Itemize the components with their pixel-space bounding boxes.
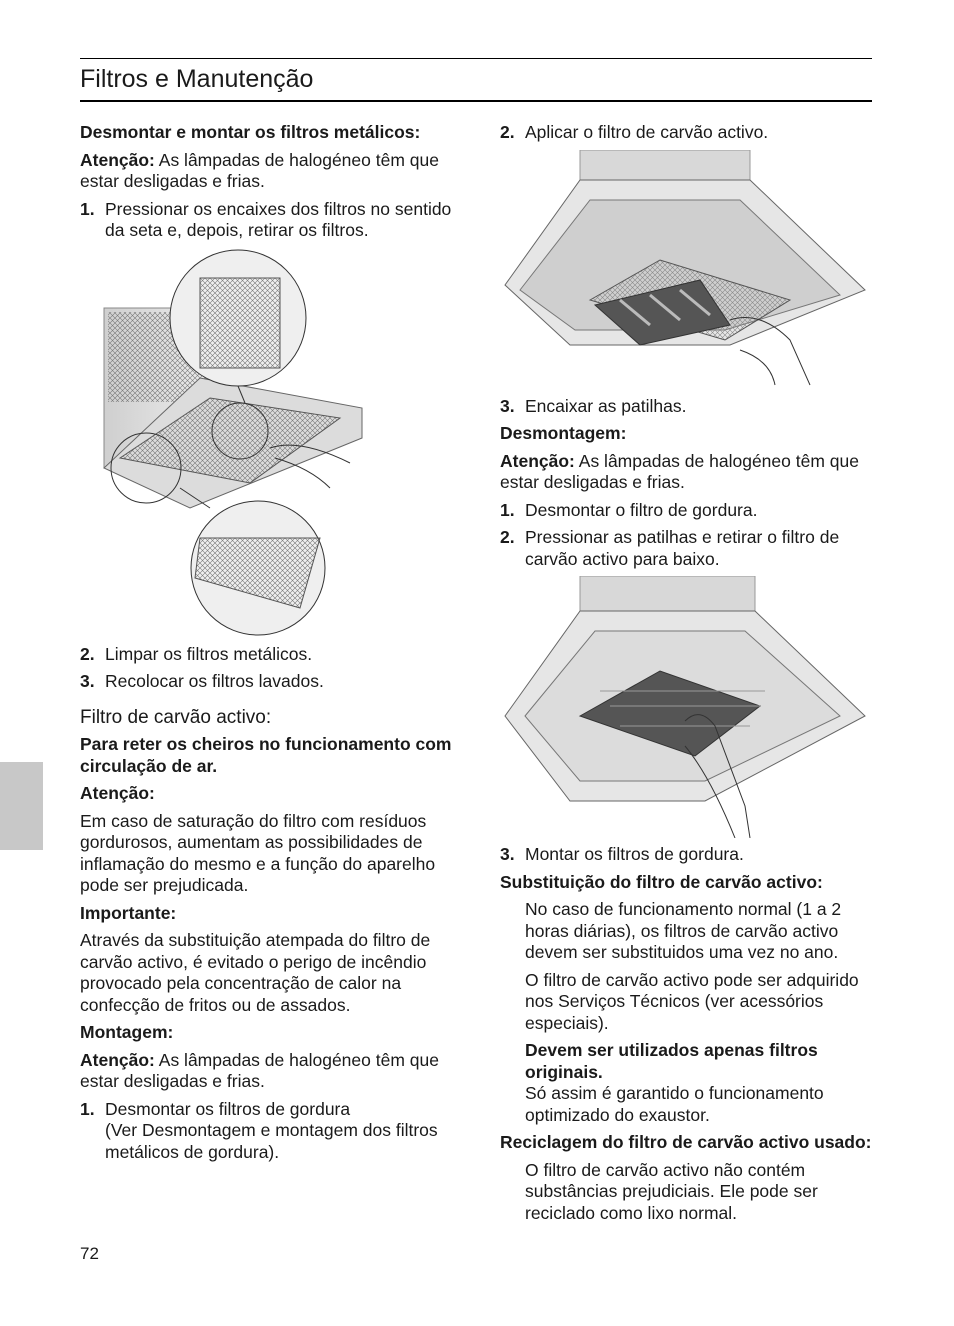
attention-1: Atenção: As lâmpadas de halogéneo têm que estar desligadas e frias. (80, 149, 439, 191)
replacement-text-2: O filtro de carvão activo pode ser adquirido nos Serviços Técnicos (ver acessórios especiais). (525, 969, 859, 1033)
figure-apply-carbon-filter (500, 150, 870, 390)
attention-4: Atenção: As lâmpadas de halogéneo têm que estar desligadas e frias. (500, 450, 859, 492)
apply-step-2: 2. Aplicar o filtro de carvão activo. (500, 122, 769, 142)
recycling-text: O filtro de carvão activo não contém substâncias prejudiciais. Ele pode ser reciclado como lixo normal. (525, 1159, 818, 1223)
mounting-label: Montagem: (80, 1022, 174, 1042)
top-rule (80, 58, 872, 59)
replacement-label: Substituição do filtro de carvão activo: (500, 871, 823, 892)
dismount-label: Desmontagem: (500, 423, 627, 443)
figure-metal-filter-removal (100, 248, 380, 638)
heading-carbon-filter: Filtro de carvão activo: (80, 706, 272, 728)
page-title: Filtros e Manutenção (80, 65, 314, 93)
dismount-step-2: 2. Pressionar as patilhas e retirar o filtro de carvão activo para baixo. (500, 527, 840, 569)
attention-3: Atenção: As lâmpadas de halogéneo têm que estar desligadas e frias. (80, 1049, 439, 1091)
important-label: Importante: (80, 902, 177, 923)
step-1: 1. Pressionar os encaixes dos filtros no sentido da seta e, depois, retirar os filtros. (80, 198, 452, 240)
apply-step-3: 3. Encaixar as patilhas. (500, 395, 687, 416)
dismount-step-3: 3. Montar os filtros de gordura. (500, 844, 744, 864)
heading-metal-filters: Desmontar e montar os filtros metálicos: (80, 122, 421, 142)
page-number: 72 (80, 1244, 99, 1263)
dismount-step-1: 1. Desmontar o filtro de gordura. (500, 499, 758, 520)
replacement-text-1: No caso de funcionamento normal (1 a 2 horas diárias), os filtros de carvão activo devem ser substituidos uma vez no ano. (525, 899, 842, 962)
left-column (80, 122, 458, 1169)
right-column (500, 122, 876, 1230)
title-rule (80, 100, 872, 102)
step-3: 3. Recolocar os filtros lavados. (80, 671, 324, 691)
step-2: 2. Limpar os filtros metálicos. (80, 643, 313, 664)
mount-step-1: 1. Desmontar os filtros de gordura (Ver Desmontagem e montagem dos filtros metálicos de gordura). (80, 1098, 438, 1162)
recycling-label: Reciclagem do filtro de carvão activo usado: (500, 1132, 872, 1152)
attention-2-label: Atenção: (80, 783, 155, 803)
carbon-subheading: Para reter os cheiros no funcionamento com circulação de ar. (80, 734, 452, 776)
important-text: Através da substituição atempada do filtro de carvão activo, é evitado o perigo de incêndio provocado pela concentração de calor na confecção de fritos ou de assados. (80, 930, 431, 1015)
replacement-note: Devem ser utilizados apenas filtros originais. Só assim é garantido o funcionamento optimizado do exaustor. (525, 1040, 824, 1125)
section-tab (0, 762, 43, 850)
figure-remove-carbon-filter (500, 576, 870, 838)
attention-2-text: Em caso de saturação do filtro com resíduos gordurosos, aumentam as possibilidades de inflamação do mesmo e a função do aparelho pode ser prejudicada. (80, 810, 436, 895)
